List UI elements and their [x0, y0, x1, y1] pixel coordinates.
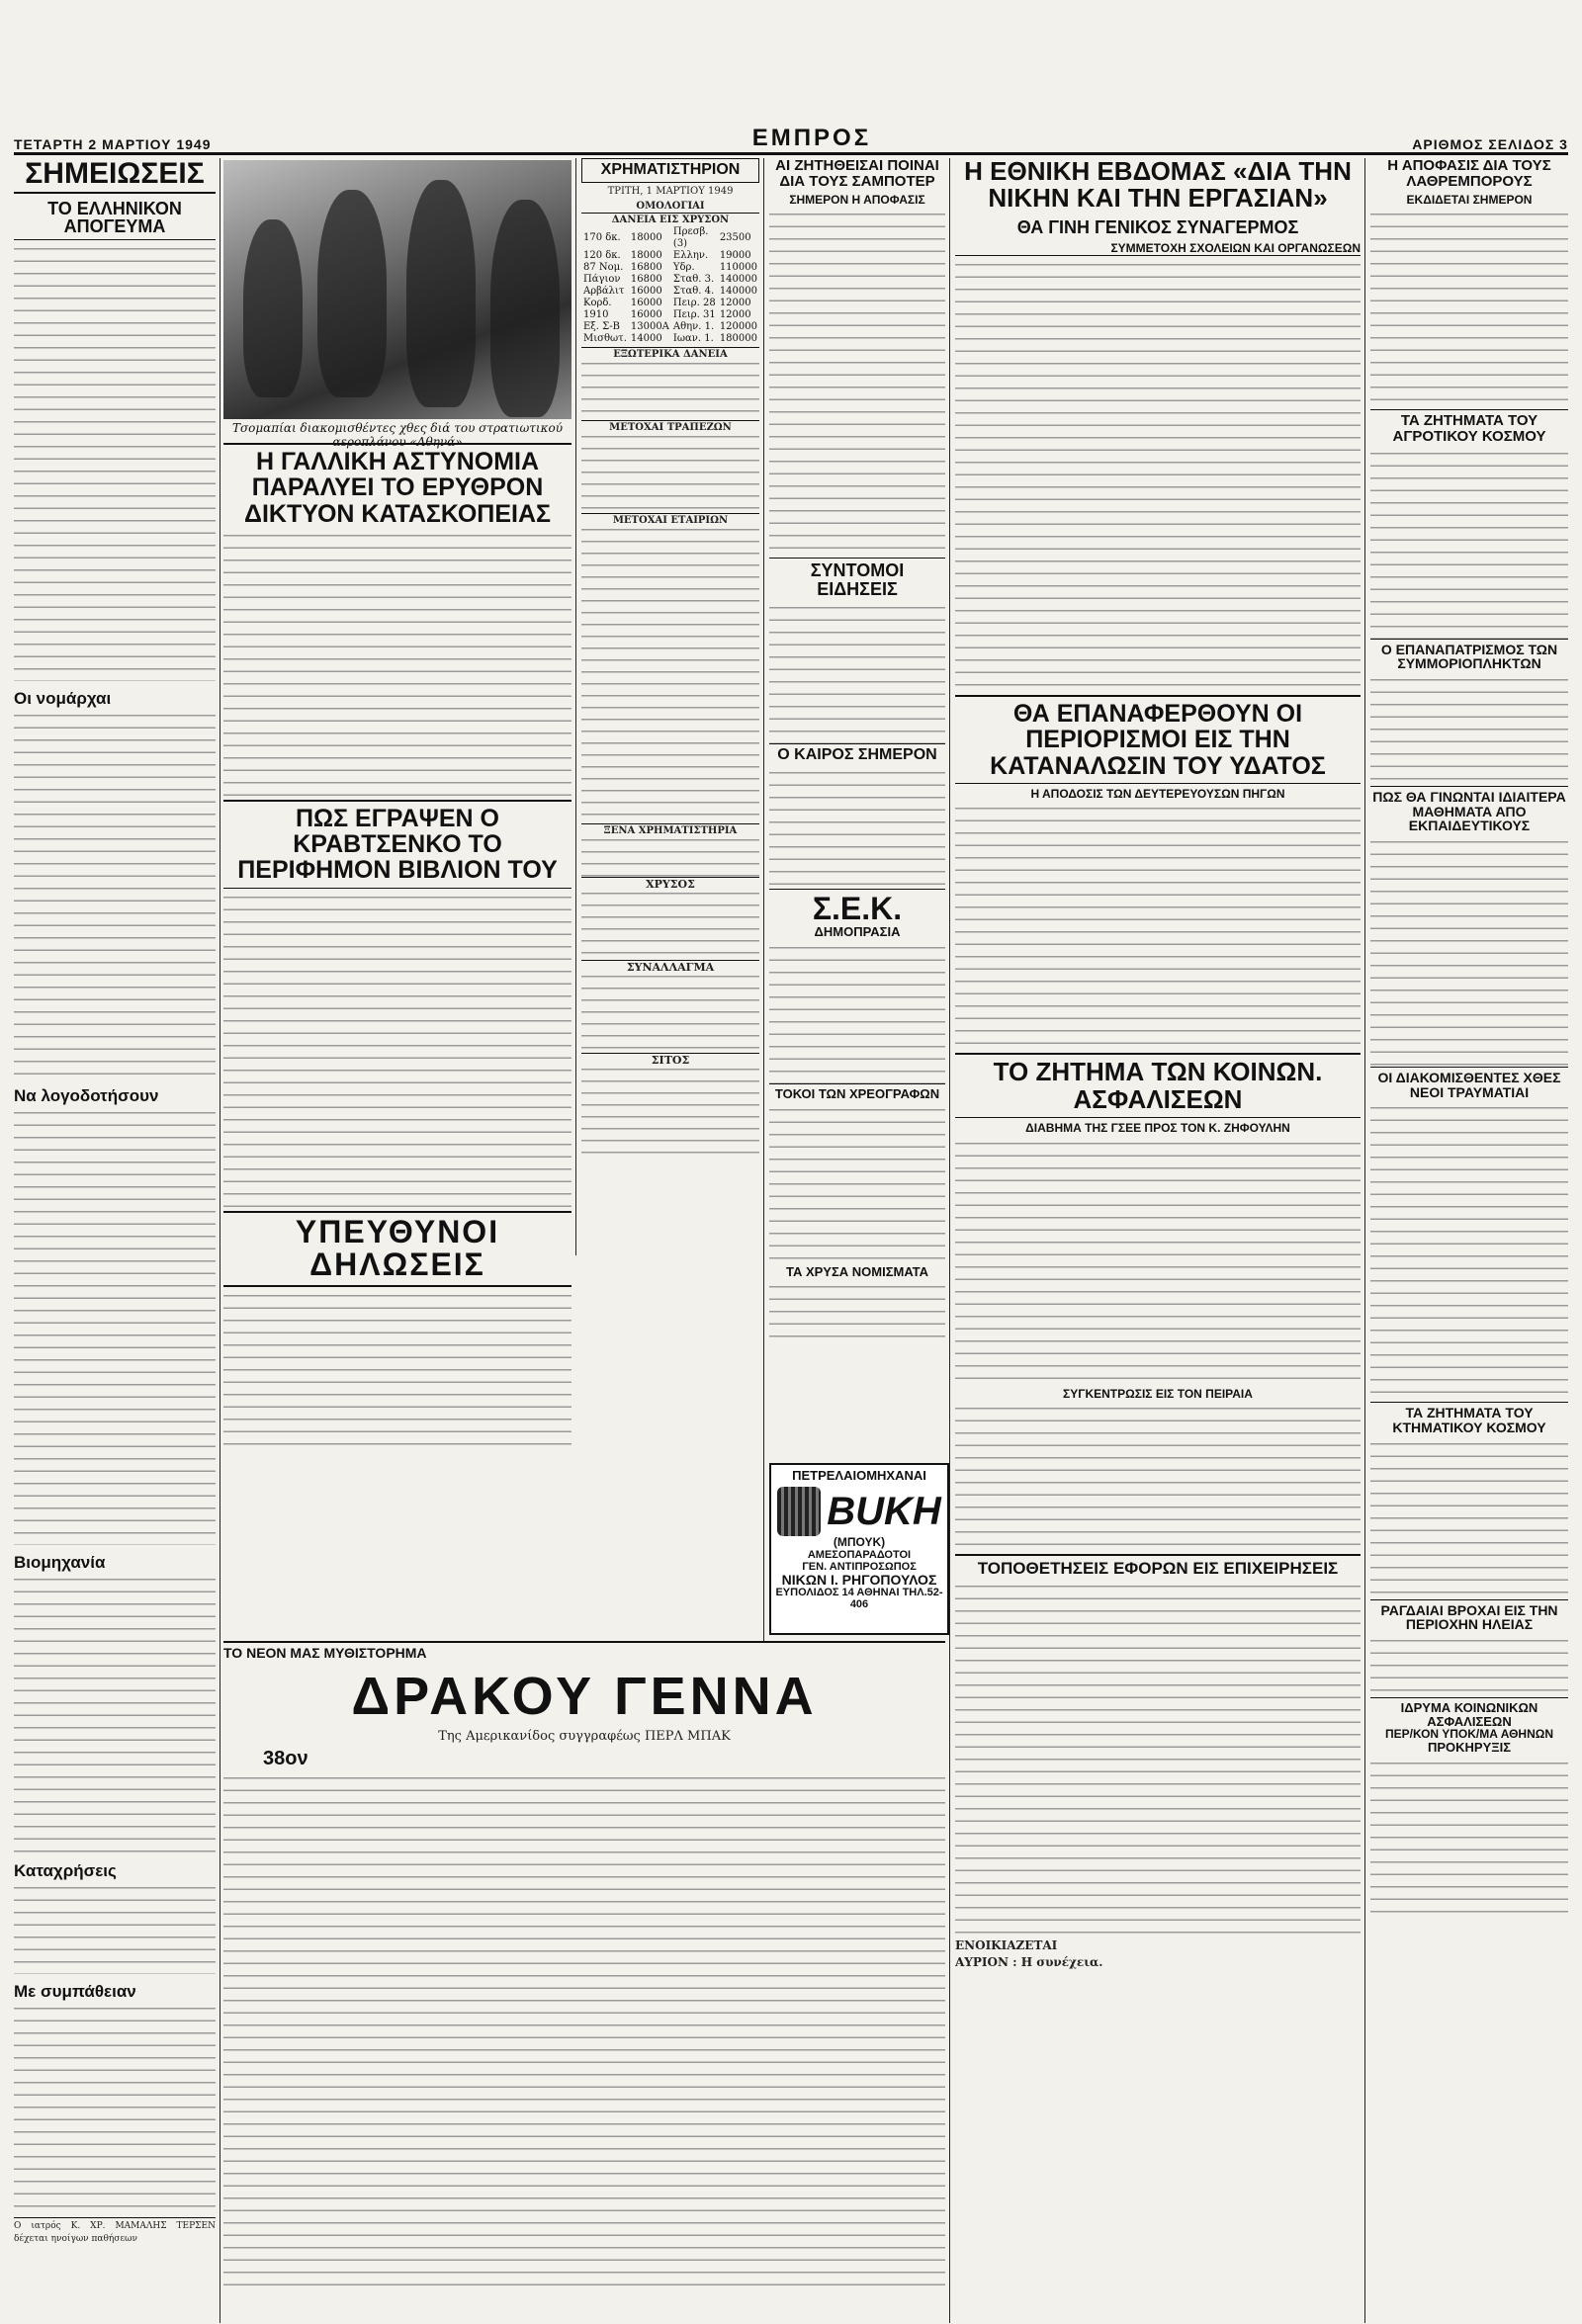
ad-brand-sub: (ΜΠΟΥΚ) — [833, 1534, 886, 1549]
news-photo — [223, 160, 571, 419]
headline-wounded: ΟΙ ΔΙΑΚΟΜΙΣΘΕΝΤΕΣ ΧΘΕΣ ΝΕΟΙ ΤΡΑΥΜΑΤΙΑΙ — [1370, 1067, 1568, 1099]
article-text-block — [955, 1406, 1361, 1554]
column-rule — [575, 158, 576, 1255]
article-text-block — [769, 1107, 945, 1265]
headline-bond-interest: ΤΟΚΟΙ ΤΩΝ ΧΡΕΟΓΡΑΦΩΝ — [769, 1083, 945, 1101]
article-text-block — [769, 770, 945, 889]
article-text-block — [955, 806, 1361, 1053]
masthead-title: ΕΜΠΡΟΣ — [751, 125, 872, 151]
ad-line5: ΕΥΠΟΛΙΔΟΣ 14 ΑΘΗΝΑΙ ΤΗΛ.52-406 — [775, 1587, 943, 1610]
serial-episode: 38ον — [263, 1748, 308, 1770]
headline-national-week: Η ΕΘΝΙΚΗ ΕΒΔΟΜΑΣ «ΔΙΑ ΤΗΝ ΝΙΚΗΝ ΚΑΙ ΤΗΝ ΕΡΓΑΣΙΑΝ» — [964, 158, 1352, 214]
ad-line4: ΝΙΚΩΝ Ι. ΡΗΓΟΠΟΥΛΟΣ — [781, 1572, 937, 1589]
notes-subtitle: ΤΟ ΕΛΛΗΝΙΚΟΝ ΑΠΟΓΕΥΜΑ — [14, 200, 216, 241]
headline-gold-coins: ΤΑ ΧΡΥΣΑ ΝΟΜΙΣΜΑΤΑ — [785, 1263, 929, 1279]
ad-brand: BUKH — [827, 1489, 941, 1533]
headline-tax-officers: ΤΟΠΟΘΕΤΗΣΕΙΣ ΕΦΟΡΩΝ ΕΙΣ ΕΠΙΧΕΙΡΗΣΕΙΣ — [955, 1554, 1361, 1578]
notes-footer: Ο ιατρός Κ. ΧΡ. ΜΑΜΑΛΗΣ ΤΕΡΣΕΝ δέχεται ηνοίγων παθήσεων — [14, 2217, 216, 2246]
market-rows — [581, 974, 759, 1053]
market-firms-title: ΜΕΤΟΧΑΙ ΕΤΑΙΡΙΩΝ — [581, 513, 759, 527]
ad-line3: ΓΕΝ. ΑΝΤΙΠΡΟΣΩΠΟΣ — [802, 1560, 917, 1573]
article-text-block — [223, 1293, 571, 1446]
market-grain-title: ΣΙΤΟΣ — [581, 1053, 759, 1067]
article-text-block — [1370, 451, 1568, 639]
column-right — [1370, 158, 1568, 2313]
market-title: ΧΡΗΜΑΤΙΣΤΗΡΙΟΝ — [581, 158, 759, 183]
headline-kravchenko: ΠΩΣ ΕΓΡΑΨΕΝ Ο ΚΡΑΒΤΣΕΝΚΟ ΤΟ ΠΕΡΙΦΗΜΟΝ ΒΙΒΛΙΟΝ ΤΟΥ — [223, 800, 571, 889]
article-text-block — [955, 1141, 1361, 1388]
article-text-block — [1370, 839, 1568, 1067]
column-rule — [763, 158, 764, 1641]
ad-title: ΠΕΤΡΕΛΑΙΟΜΗΧΑΝΑΙ — [792, 1468, 926, 1483]
headline-property: ΤΑ ΖΗΤΗΜΑΤΑ ΤΟΥ ΚΤΗΜΑΤΙΚΟΥ ΚΟΣΜΟΥ — [1370, 1402, 1568, 1434]
serial-author: Της Αμερικανίδος συγγραφέως ΠΕΡΛ ΜΠΑΚ — [438, 1729, 731, 1745]
headline-rain: ΡΑΓΔΑΙΑΙ ΒΡΟΧΑΙ ΕΙΣ ΤΗΝ ΠΕΡΙΟΧΗΝ ΗΛΕΙΑΣ — [1370, 1599, 1568, 1632]
column-rule — [949, 158, 950, 2323]
subheadline-verdict: ΣΗΜΕΡΟΝ Η ΑΠΟΦΑΣΙΣ — [789, 192, 925, 207]
section-heading: Καταχρήσεις — [14, 1861, 117, 1881]
market-table-gold: 170 δκ. 18000 Πρεσβ. (3) 23500 120 δκ. 18000 Ελλην. 19000 87 Νομ. 16800 Υδρ. 110000 Πάγιον 16800 Σταθ. 3. 140000 Αρβάλιτ 16000 Σταθ. 4. 140000 Κορδ. 16000 Πειρ. 28 12000 1910 16000 Πειρ. 31 12000 Εξ. Σ-Β 13000Α Αθην. 1. 120000 Μισθωτ. 14000 Ιωαν. 1. 180000 — [583, 225, 757, 344]
column-national-news — [955, 158, 1361, 2313]
article-text-block — [769, 1284, 945, 1343]
column-domestic-news — [769, 158, 945, 1641]
market-gold-coin-title: ΧΡΥΣΟΣ — [581, 877, 759, 891]
subheadline-national-week: ΘΑ ΓΙΝΗ ΓΕΝΙΚΟΣ ΣΥΝΑΓΕΡΜΟΣ — [1016, 216, 1299, 237]
notice-for-rent: ΕΝΟΙΚΙΑΖΕΤΑΙ — [955, 1938, 1058, 1953]
market-exchange-title: ΣΥΝΑΛΛΑΓΜΑ — [581, 960, 759, 974]
notes-title: ΣΗΜΕΙΩΣΕΙΣ — [14, 158, 216, 194]
article-text-block — [769, 605, 945, 743]
section-heading: Να λογοδοτήσουν — [14, 1086, 159, 1106]
headline-social-insurance: ΤΟ ΖΗΤΗΜΑ ΤΩΝ ΚΟΙΝΩΝ. ΑΣΦΑΛΙΣΕΩΝ — [955, 1053, 1361, 1118]
headline-weather: Ο ΚΑΙΡΟΣ ΣΗΜΕΡΟΝ — [769, 743, 945, 764]
headline-ika: ΙΔΡΥΜΑ ΚΟΙΝΩΝΙΚΩΝ ΑΣΦΑΛΙΣΕΩΝ — [1370, 1697, 1568, 1728]
market-bonds-title: ΟΜΟΛΟΓΙΑΙ — [636, 200, 705, 212]
article-text-block — [14, 2006, 216, 2213]
serial-title: ΔΡΑΚΟΥ ΓΕΝΝΑ — [351, 1666, 818, 1726]
article-text-block — [1370, 677, 1568, 786]
headline-saboteurs: ΑΙ ΖΗΤΗΘΕΙΣΑΙ ΠΟΙΝΑΙ ΔΙΑ ΤΟΥΣ ΣΑΜΠΟΤΕΡ — [775, 158, 939, 190]
subheadline-piraeus: ΣΥΓΚΕΝΤΡΩΣΙΣ ΕΙΣ ΤΟΝ ΠΕΙΡΑΙΑ — [1063, 1386, 1253, 1401]
serial-tomorrow: ΑΥΡΙΟΝ : Η συνέχεια. — [955, 1955, 1103, 1970]
article-text-block — [223, 895, 571, 1211]
article-text-block — [223, 533, 571, 800]
engine-icon — [777, 1487, 821, 1536]
article-text-block — [1370, 1105, 1568, 1402]
masthead — [14, 127, 1568, 155]
market-rows — [581, 1067, 759, 1156]
column-foreign-news — [223, 443, 571, 1446]
headline-smugglers: Η ΑΠΟΦΑΣΙΣ ΔΙΑ ΤΟΥΣ ΛΑΘΡΕΜΠΟΡΟΥΣ — [1387, 158, 1551, 190]
headline-declarations: ΥΠΕΥΘΥΝΟΙ ΔΗΛΩΣΕΙΣ — [223, 1211, 571, 1287]
column-stock-market — [581, 158, 759, 1216]
article-text-block — [1370, 1441, 1568, 1599]
market-foreign-exchanges-title: ΞΕΝΑ ΧΡΗΜΑΤΙΣΤΗΡΙΑ — [581, 823, 759, 837]
market-rows — [581, 891, 759, 960]
masthead-page-number: ΑΡΙΘΜΟΣ ΣΕΛΙΔΟΣ 3 — [1412, 136, 1568, 152]
headline-sek: Σ.Ε.Κ. — [769, 889, 945, 926]
market-rows — [581, 361, 759, 420]
ad-line1: ΑΜΕΣΟΠΑΡΑΔΟΤΟΙ — [807, 1549, 912, 1562]
subheadline-ika: ΠΕΡ/ΚΟΝ ΥΠΟΚ/ΜΑ ΑΘΗΝΩΝ — [1384, 1727, 1554, 1742]
article-text-block — [1370, 1761, 1568, 1919]
subheadline-smugglers: ΕΚΔΙΔΕΤΑΙ ΣΗΜΕΡΟΝ — [1406, 192, 1533, 207]
subheadline-schools: ΣΥΜΜΕΤΟΧΗ ΣΧΟΛΕΙΩΝ ΚΑΙ ΟΡΓΑΝΩΣΕΩΝ — [955, 242, 1361, 256]
market-foreign-loans-title: ΕΞΩΤΕΡΙΚΑ ΔΑΝΕΙΑ — [581, 347, 759, 361]
market-banks-title: ΜΕΤΟΧΑΙ ΤΡΑΠΕΖΩΝ — [581, 420, 759, 434]
article-text-block — [1370, 1638, 1568, 1697]
market-gold-loans-title: ΔΑΝΕΙΑ ΕΙΣ ΧΡΥΣΟΝ — [581, 213, 759, 226]
masthead-date: ΤΕΤΑΡΤΗ 2 ΜΑΡΤΙΟΥ 1949 — [14, 136, 212, 152]
article-text-block — [14, 1577, 216, 1853]
serial-kicker: ΤΟ ΝΕΟΝ ΜΑΣ ΜΥΘΙΣΤΟΡΗΜΑ — [223, 1641, 945, 1661]
serial-text-block — [223, 1775, 945, 2289]
section-heading: Οι νομάρχαι — [14, 689, 112, 709]
headline-french-police: Η ΓΑΛΛΙΚΗ ΑΣΤΥΝΟΜΙΑ ΠΑΡΑΛΥΕΙ ΤΟ ΕΡΥΘΡΟΝ ΔΙΚΤΥΟΝ ΚΑΤΑΣΚΟΠΕΙΑΣ — [223, 443, 571, 527]
section-heading: Με συμπάθειαν — [14, 1982, 136, 2002]
article-text-block — [1370, 212, 1568, 409]
subheadline-auction: ΔΗΜΟΠΡΑΣΙΑ — [814, 924, 901, 940]
market-rows — [581, 837, 759, 877]
subheadline-gsee: ΔΙΑΒΗΜΑ ΤΗΣ ΓΣΕΕ ΠΡΟΣ ΤΟΝ Κ. ΖΗΦΟΥΛΗΝ — [1025, 1121, 1290, 1136]
market-rows — [581, 527, 759, 823]
headline-short-news: ΣΥΝΤΟΜΟΙ ΕΙΔΗΣΕΙΣ — [769, 558, 945, 599]
article-text-block — [14, 1110, 216, 1545]
headline-agrarian: ΤΑ ΖΗΤΗΜΑΤΑ ΤΟΥ ΑΓΡΟΤΙΚΟΥ ΚΟΣΜΟΥ — [1370, 409, 1568, 445]
column-rule — [1364, 158, 1365, 2323]
serial-novel — [223, 1641, 945, 2323]
article-text-block — [14, 713, 216, 1078]
article-text-block — [14, 1885, 216, 1974]
market-rows — [581, 434, 759, 513]
section-heading: Βιομηχανία — [14, 1553, 106, 1573]
market-date: ΤΡΙΤΗ, 1 ΜΑΡΤΙΟΥ 1949 — [607, 185, 734, 197]
column-notes — [14, 158, 216, 2313]
article-text-block — [14, 246, 216, 681]
advertisement-bukh — [769, 1463, 949, 1635]
headline-water-restrictions: ΘΑ ΕΠΑΝΑΦΕΡΘΟΥΝ ΟΙ ΠΕΡΙΟΡΙΣΜΟΙ ΕΙΣ ΤΗΝ ΚΑΤΑΝΑΛΩΣΙΝ ΤΟΥ ΥΔΑΤΟΣ — [955, 695, 1361, 784]
article-text-block — [769, 212, 945, 558]
photo-caption: Τσομαπίαι διακομισθέντες χθες διά του στρατιωτικού αεροπλάνου «Αθηνά» — [231, 421, 564, 449]
article-text-block — [955, 1584, 1361, 1939]
subheadline-water-springs: Η ΑΠΟΔΟΣΙΣ ΤΩΝ ΔΕΥΤΕΡΕΥΟΥΣΩΝ ΠΗΓΩΝ — [1030, 786, 1285, 801]
subheadline-ika-notice: ΠΡΟΚΗΡΥΞΙΣ — [1427, 1740, 1512, 1756]
headline-private-lessons: ΠΩΣ ΘΑ ΓΙΝΩΝΤΑΙ ΙΔΙΑΙΤΕΡΑ ΜΑΘΗΜΑΤΑ ΑΠΟ ΕΚΠΑΙΔΕΥΤΙΚΟΥΣ — [1370, 786, 1568, 833]
headline-repatriation: Ο ΕΠΑΝΑΠΑΤΡΙΣΜΟΣ ΤΩΝ ΣΥΜΜΟΡΙΟΠΛΗΚΤΩΝ — [1370, 639, 1568, 671]
article-text-block — [769, 945, 945, 1083]
article-text-block — [955, 262, 1361, 687]
